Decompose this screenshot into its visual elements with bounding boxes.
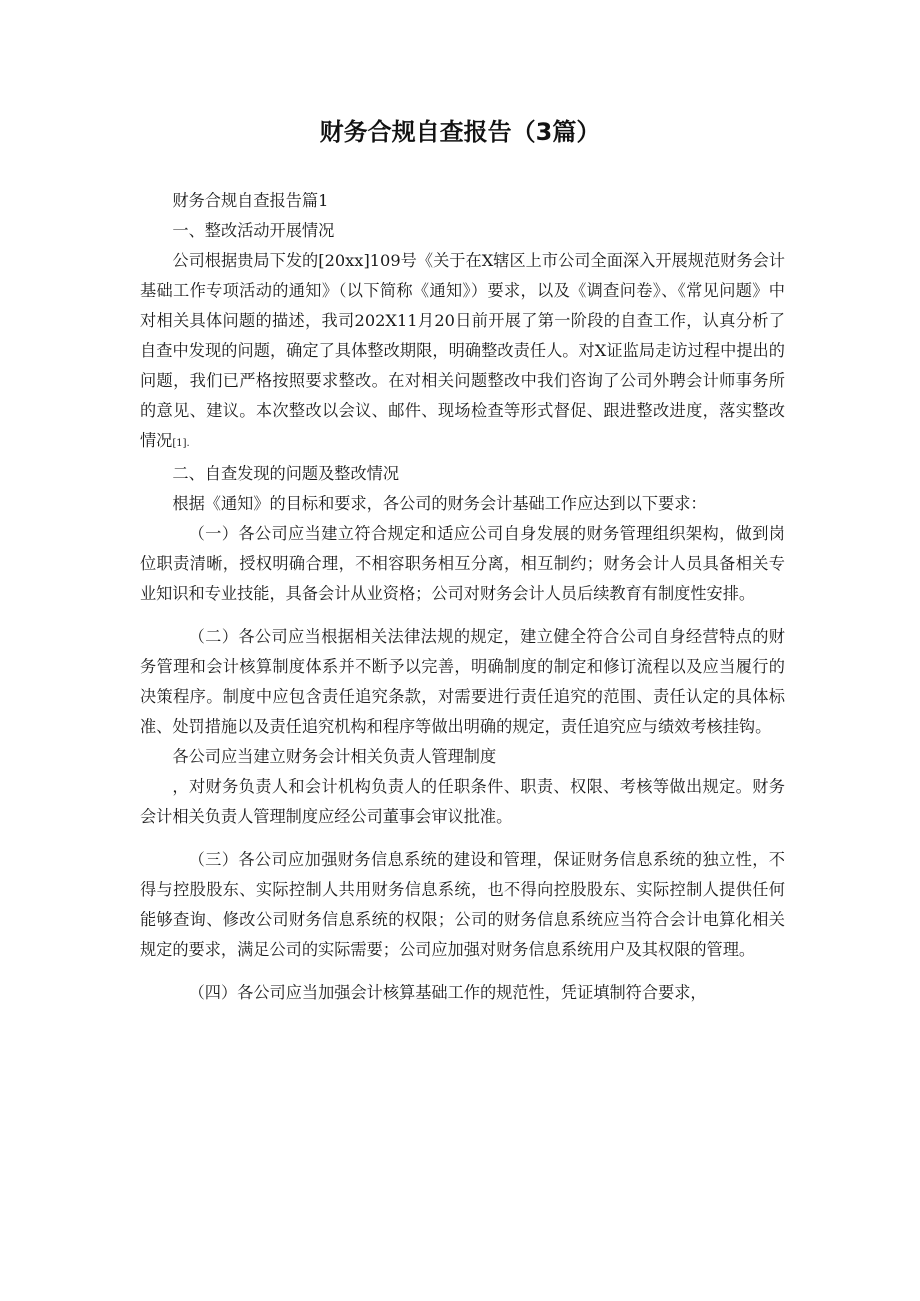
section-1-paragraph-text: 公司根据贵局下发的[20xx]109号《关于在X辖区上市公司全面深入开展规范财务会计基础工作专项活动的通知》（以下简称《通知》）要求，以及《调查问卷》、《常见问题》中对相关具体问题的描述，我司202X11月20日前开展了第一阶段的自查工作，认真分析了自查中发现的问题，确定了具体整改期限，明确整改责任人。对X证监局走访过程中提出的问题，我们已严格按照要求整改。在对相关问题整改中我们咨询了公司外聘会计师事务所的意见、建议。本次整改以会议、邮件、现场检查等形式督促、跟进整改进度，落实整改情况 — [140, 251, 785, 450]
requirement-item-4: （四）各公司应当加强会计核算基础工作的规范性，凭证填制符合要求， — [188, 983, 707, 1002]
section-1-heading: 一、整改活动开展情况 — [172, 221, 335, 240]
requirement-item-1: （一）各公司应当建立符合规定和适应公司自身发展的财务管理组织架构，做到岗位职责清晰，授权明确合理，不相容职务相互分离，相互制约；财务会计人员具备相关专业知识和专业技能，具备会计从业资格；公司对财务会计人员后续教育有制度性安排。 — [140, 524, 785, 603]
section-2-intro: 根据《通知》的目标和要求，各公司的财务会计基础工作应达到以下要求： — [172, 494, 707, 513]
requirement-item-2: （二）各公司应当根据相关法律法规的规定，建立健全符合公司自身经营特点的财务管理和会计核算制度体系并不断予以完善，明确制度的制定和修订流程以及应当履行的决策程序。制度中应包含责任追究条款，对需要进行责任追究的范围、责任认定的具体标准、处罚措施以及责任追究机构和程序等做出明确的规定，责任追究应与绩效考核挂钩。 — [140, 627, 785, 736]
manager-system-line: 各公司应当建立财务会计相关负责人管理制度 — [172, 747, 497, 766]
document-body — [140, 186, 785, 1008]
footnote-marker: [1]. — [172, 438, 190, 449]
manager-system-detail: ，对财务负责人和会计机构负责人的任职条件、职责、权限、考核等做出规定。财务会计相关负责人管理制度应经公司董事会审议批准。 — [140, 777, 785, 826]
section-1-paragraph — [140, 246, 785, 459]
requirement-item-3: （三）各公司应加强财务信息系统的建设和管理，保证财务信息系统的独立性，不得与控股股东、实际控制人共用财务信息系统，也不得向控股股东、实际控制人提供任何能够查询、修改公司财务信息系统的权限；公司的财务信息系统应当符合会计电算化相关规定的要求，满足公司的实际需要；公司应加强对财务信息系统用户及其权限的管理。 — [140, 850, 785, 959]
section-2-heading: 二、自查发现的问题及整改情况 — [172, 464, 400, 483]
document-title: 财务合规自查报告（3篇） — [319, 118, 601, 146]
report-subtitle: 财务合规自查报告篇1 — [172, 191, 329, 210]
